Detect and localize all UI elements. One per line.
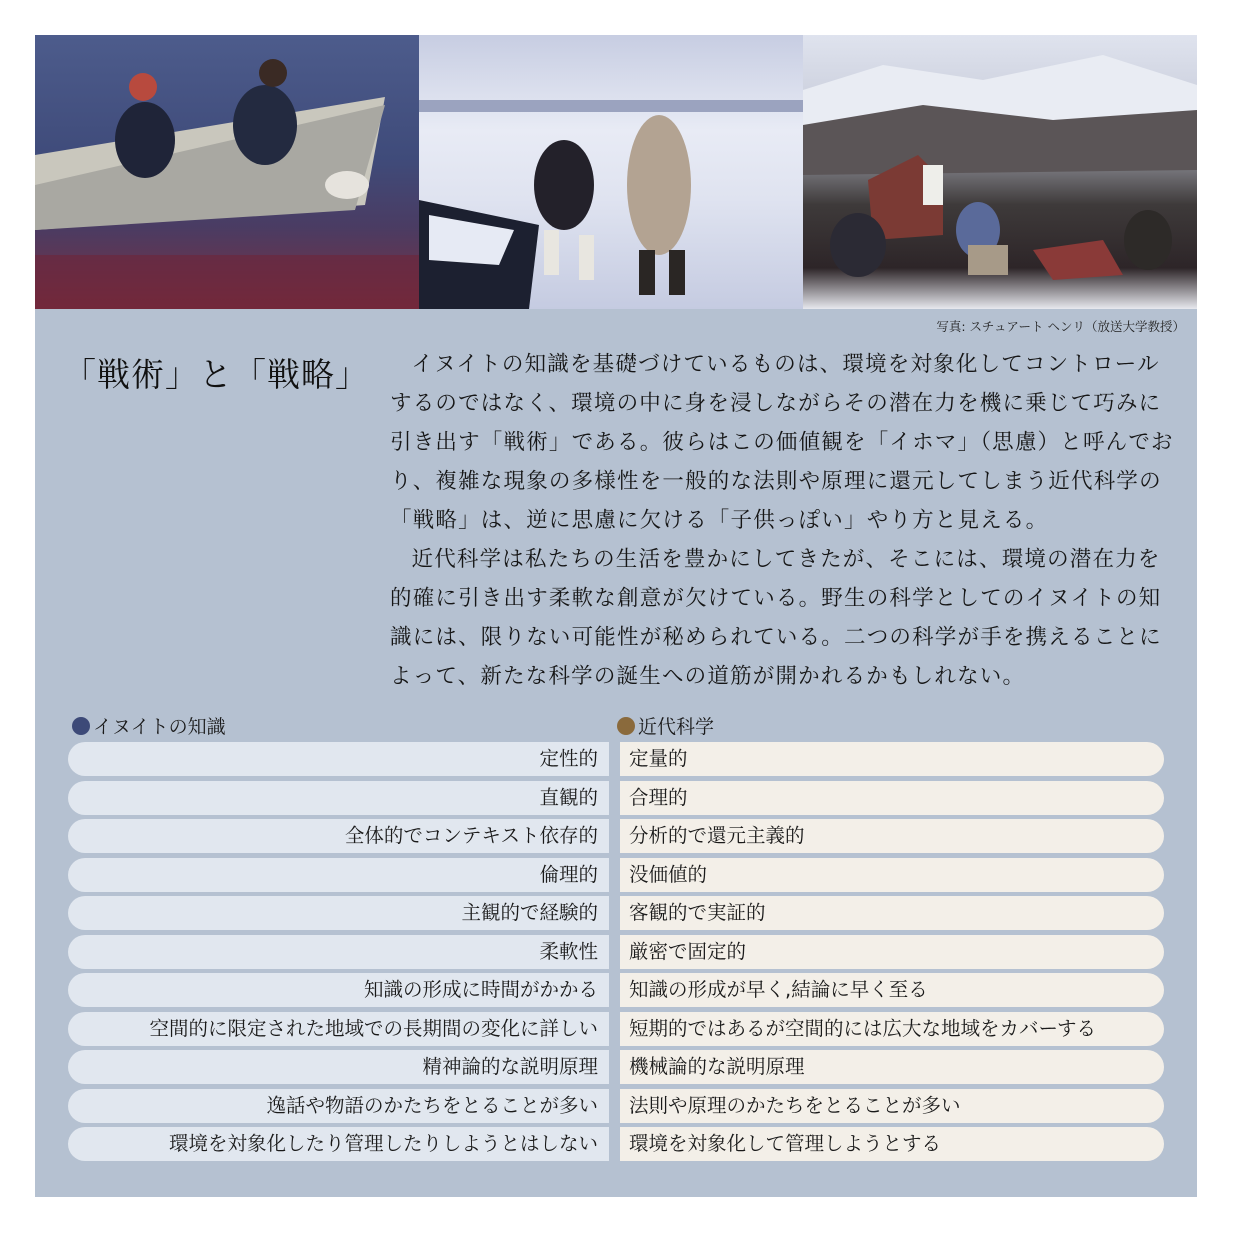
article-panel	[35, 35, 1197, 1197]
science-cell: 分析的で還元主義的	[620, 819, 1164, 853]
column-header-label: 近代科学	[638, 716, 715, 738]
inuit-cell: 空間的に限定された地域での長期間の変化に詳しい	[68, 1012, 609, 1046]
photo-boat-hunters	[35, 35, 419, 309]
comparison-table	[68, 742, 1164, 1166]
paragraph-1: イヌイトの知識を基礎づけているものは、環境を対象化してコントロールするのではなく、環境の中に身を浸しながらその潜在力を機に乗じて巧みに引き出す「戦術」である。彼らはこの価値観を「イホマ」（思慮）と呼んでおり、複雑な現象の多様性を一般的な法則や原理に還元してしまう近代科学の「戦略」は、逆に思慮に欠ける「子供っぽい」やり方と見える。	[390, 352, 1174, 533]
table-row	[68, 819, 1164, 853]
science-cell: 知識の形成が早く,結論に早く至る	[620, 973, 1164, 1007]
science-cell: 機械論的な説明原理	[620, 1050, 1164, 1084]
table-row	[68, 742, 1164, 776]
table-row	[68, 1012, 1164, 1046]
photo-credit: 写真: スチュアート ヘンリ（放送大学教授）	[936, 319, 1185, 334]
inuit-cell: 柔軟性	[68, 935, 609, 969]
table-row	[68, 858, 1164, 892]
inuit-cell: 定性的	[68, 742, 609, 776]
table-row	[68, 1050, 1164, 1084]
photo-strip	[35, 35, 1197, 309]
inuit-cell: 逸話や物語のかたちをとることが多い	[68, 1089, 609, 1123]
science-cell: 合理的	[620, 781, 1164, 815]
inuit-cell: 精神論的な説明原理	[68, 1050, 609, 1084]
inuit-cell: 知識の形成に時間がかかる	[68, 973, 609, 1007]
inuit-cell: 主観的で経験的	[68, 896, 609, 930]
science-cell: 定量的	[620, 742, 1164, 776]
table-row	[68, 781, 1164, 815]
science-cell: 短期的ではあるが空間的には広大な地域をカバーする	[620, 1012, 1164, 1046]
inuit-cell: 直観的	[68, 781, 609, 815]
table-row	[68, 896, 1164, 930]
photo-ice-fishing	[419, 35, 803, 309]
science-cell: 環境を対象化して管理しようとする	[620, 1127, 1164, 1161]
inuit-cell: 倫理的	[68, 858, 609, 892]
article-body	[390, 345, 1180, 696]
table-row	[68, 935, 1164, 969]
column-header-modern-science	[617, 712, 714, 739]
photo-camp-butchering	[803, 35, 1197, 309]
science-cell: 厳密で固定的	[620, 935, 1164, 969]
inuit-cell: 全体的でコンテキスト依存的	[68, 819, 609, 853]
bullet-dot-icon	[617, 717, 635, 735]
column-header-label: イヌイトの知識	[93, 716, 226, 738]
table-row	[68, 1089, 1164, 1123]
bullet-dot-icon	[72, 717, 90, 735]
column-header-inuit	[72, 712, 226, 739]
section-heading: 「戦術」と「戦略」	[63, 355, 369, 394]
table-row	[68, 973, 1164, 1007]
inuit-cell: 環境を対象化したり管理したりしようとはしない	[68, 1127, 609, 1161]
science-cell: 没価値的	[620, 858, 1164, 892]
science-cell: 客観的で実証的	[620, 896, 1164, 930]
paragraph-2: 近代科学は私たちの生活を豊かにしてきたが、そこには、環境の潜在力を的確に引き出す柔軟な創意が欠けている。野生の科学としてのイヌイトの知識には、限りない可能性が秘められている。二つの科学が手を携えることによって、新たな科学の誕生への道筋が開かれるかもしれない。	[390, 547, 1162, 689]
science-cell: 法則や原理のかたちをとることが多い	[620, 1089, 1164, 1123]
table-row	[68, 1127, 1164, 1161]
